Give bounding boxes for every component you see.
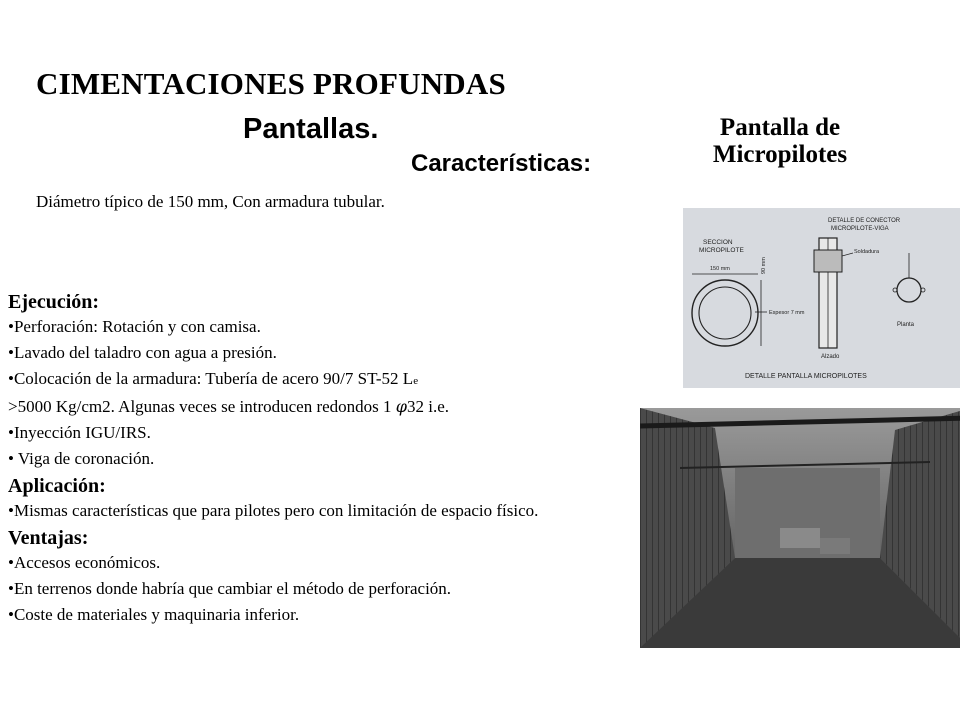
list-item: •En terrenos donde habría que cambiar el método de perforación. (8, 579, 452, 598)
aplicacion-heading: Aplicación: (8, 475, 106, 497)
phi-symbol: φ (395, 397, 407, 416)
section-outer-circle (692, 280, 758, 346)
list-item: •Mismas características que para pilotes pero con limitación de espacio físico. (8, 501, 539, 520)
page-title: CIMENTACIONES PROFUNDAS (36, 66, 506, 101)
ventajas-heading: Ventajas: (8, 527, 89, 549)
page-subtitle: Pantallas. (243, 113, 379, 145)
label-90mm: 90 mm (761, 257, 767, 274)
armadura-subscript: e (413, 375, 419, 387)
armadura-text-1: •Colocación de la armadura: Tubería de acero 90/7 ST-52 L (8, 369, 414, 388)
construction-photo (640, 408, 960, 648)
armadura-text-3: 32 i.e. (406, 397, 449, 416)
diagram-title (680, 114, 880, 168)
list-item: •Inyección IGU/IRS. (8, 423, 151, 442)
label-150mm: 150 mm (710, 266, 730, 272)
list-item: •Accesos económicos. (8, 553, 161, 572)
content-column (8, 288, 648, 628)
label-micropilote: MICROPILOTE (699, 247, 744, 254)
label-detalle-pantalla: DETALLE PANTALLA MICROPILOTES (745, 373, 867, 380)
label-alzado: Alzado (821, 354, 840, 360)
micropilote-diagram (683, 208, 960, 388)
soldadura-leader (842, 253, 853, 256)
section-heading: Características: (411, 150, 592, 177)
section-inner-circle (699, 287, 751, 339)
diagram-drawing (683, 208, 960, 388)
formwork (820, 538, 850, 554)
label-detalle: DETALLE DE CONECTOR (828, 218, 901, 224)
diagram-title-line2: Micropilotes (712, 141, 848, 168)
list-item: •Coste de materiales y maquinaria inferior. (8, 605, 300, 624)
plan-circle (897, 278, 921, 302)
diagram-title-line1: Pantalla de (719, 114, 841, 141)
list-item: • Viga de coronación. (8, 449, 155, 468)
list-item-armadura (8, 366, 648, 394)
list-item-armadura-cont (8, 394, 648, 420)
label-micropilote-viga: MICROPILOTE-VIGA (831, 226, 889, 232)
photo-drawing (640, 408, 960, 648)
connector-block (814, 250, 842, 272)
formwork (780, 528, 820, 548)
label-espesor: Espesor 7 mm (769, 310, 805, 316)
label-seccion: SECCION (703, 239, 733, 246)
ejecucion-heading: Ejecución: (8, 291, 100, 313)
armadura-text-2: >5000 Kg/cm2. Algunas veces se introducen redondos 1 (8, 397, 396, 416)
list-item: •Perforación: Rotación y con camisa. (8, 317, 261, 336)
label-planta: Planta (897, 322, 915, 328)
intro-text: Diámetro típico de 150 mm, Con armadura tubular. (36, 192, 385, 211)
label-soldadura: Soldadura (854, 249, 880, 255)
list-item: •Lavado del taladro con agua a presión. (8, 343, 277, 362)
